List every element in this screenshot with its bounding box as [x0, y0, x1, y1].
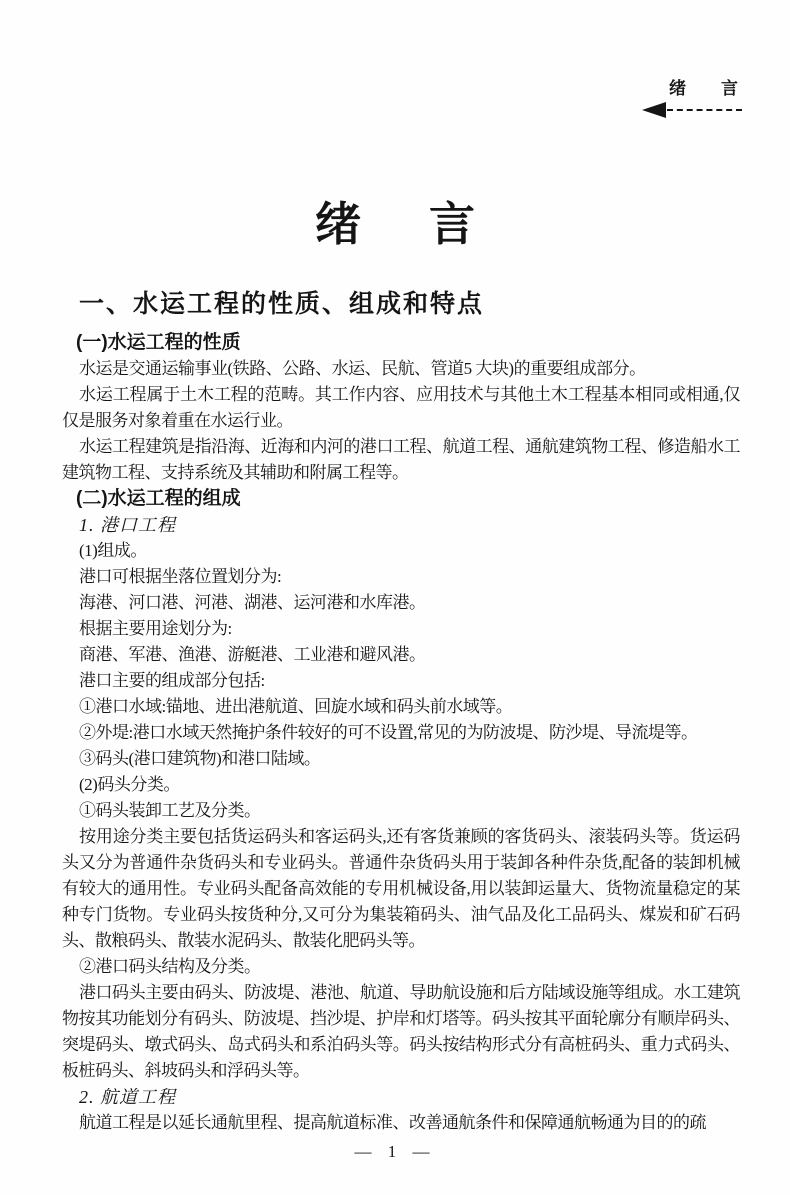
content-blocks	[62, 330, 740, 1136]
running-header-title: 绪 言	[669, 79, 747, 98]
section-heading: 一、水运工程的性质、组成和特点	[79, 291, 485, 318]
running-header-rule	[642, 102, 742, 118]
text-block: 1. 港口工程	[79, 515, 176, 535]
text-block: (二)水运工程的组成	[76, 488, 241, 509]
text-block: 海港、河口港、河港、湖港、运河港和水库港。	[79, 593, 426, 612]
text-block: ③码头(港口建筑物)和港口陆域。	[79, 749, 321, 768]
text-block: 港口主要的组成部分包括:	[79, 671, 265, 690]
text-block: 港口可根据坐落位置划分为:	[79, 567, 282, 586]
text-block: ②外堤:港口水域天然掩护条件较好的可不设置,常见的为防波堤、防沙堤、导流堤等。	[79, 723, 698, 742]
text-block: ②港口码头结构及分类。	[79, 957, 261, 976]
arrow-left-icon	[642, 102, 666, 118]
text-block: 按用途分类主要包括货运码头和客运码头,还有客货兼顾的客货码头、滚装码头等。货运码头又分为普通件杂货码头和专业码头。普通件杂货码头用于装卸各种件杂货,配备的装卸机械有较大的通用性。专业码头配备高效能的专用机械设备,用以装卸运量大、货物流量稳定的某种专门货物。专业码头按货种分,又可分为集装箱码头、油气品及化工品码头、煤炭和矿石码头、散粮码头、散装水泥码头、散装化肥码头等。	[62, 827, 740, 950]
text-block: 水运工程属于土木工程的范畴。其工作内容、应用技术与其他土木工程基本相同或相通,仅仅是服务对象着重在水运行业。	[62, 385, 740, 430]
text-block: 商港、军港、渔港、游艇港、工业港和避风港。	[79, 645, 426, 664]
text-block: 水运工程建筑是指沿海、近海和内河的港口工程、航道工程、通航建筑物工程、修造船水工建筑物工程、支持系统及其辅助和附属工程等。	[62, 437, 740, 482]
text-block: 水运是交通运输事业(铁路、公路、水运、民航、管道5 大块)的重要组成部分。	[79, 359, 646, 378]
text-block: ①港口水域:锚地、进出港航道、回旋水域和码头前水域等。	[79, 697, 513, 716]
text-block: 根据主要用途划分为:	[79, 619, 232, 638]
running-header	[642, 74, 747, 118]
text-block: 航道工程是以延长通航里程、提高航道标准、改善通航条件和保障通航畅通为目的的疏	[79, 1113, 706, 1132]
dashed-rule	[667, 109, 742, 111]
page-title: 绪 言	[315, 199, 486, 250]
text-block: 2. 航道工程	[79, 1087, 176, 1107]
content-column	[62, 290, 740, 1136]
page-number: — 1 —	[354, 1142, 436, 1161]
text-block: (1)组成。	[79, 541, 147, 560]
text-block: (一)水运工程的性质	[76, 332, 241, 353]
text-block: (2)码头分类。	[79, 775, 180, 794]
text-block: ①码头装卸工艺及分类。	[79, 801, 261, 820]
text-block: 港口码头主要由码头、防波堤、港池、航道、导助航设施和后方陆域设施等组成。水工建筑物按其功能划分有码头、防波堤、挡沙堤、护岸和灯塔等。码头按其平面轮廓分有顺岸码头、突堤码头、墩式码头、岛式码头和系泊码头等。码头按结构形式分有高桩码头、重力式码头、板桩码头、斜坡码头和浮码头等。	[62, 983, 740, 1080]
